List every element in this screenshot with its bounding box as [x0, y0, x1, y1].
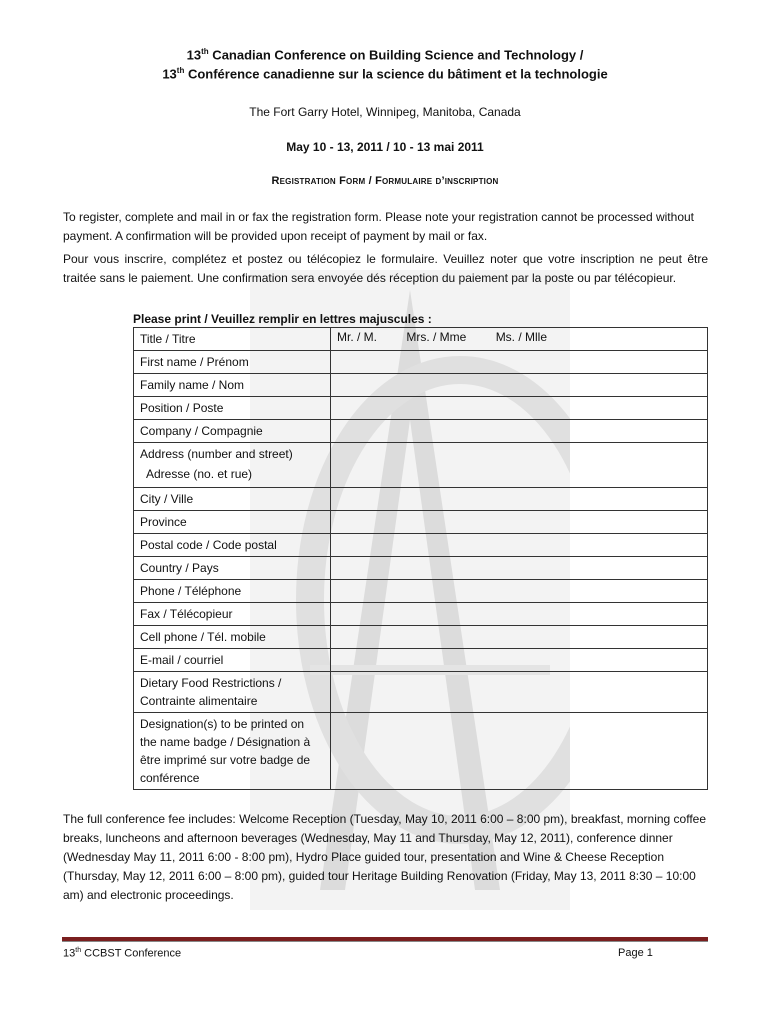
email-field[interactable]: [331, 649, 708, 672]
conference-title-fr: [0, 66, 770, 81]
family-name-field[interactable]: [331, 374, 708, 397]
table-row: [134, 672, 708, 713]
title-fr-text: Conférence canadienne sur la science du bâtiment et la technologie: [184, 66, 608, 82]
page-number: Page 1: [618, 947, 653, 959]
title-en-superscript: th: [201, 47, 209, 56]
title-fr-superscript: th: [176, 66, 185, 75]
badge-designation-field[interactable]: [331, 713, 708, 790]
table-row: [134, 511, 708, 534]
title-options: [331, 328, 708, 351]
registration-table: [133, 327, 708, 790]
province-field[interactable]: [331, 511, 708, 534]
field-label: Title / Titre: [134, 328, 331, 351]
address-label-fr: Adresse (no. et rue): [146, 467, 253, 481]
title-en-text: Canadian Conference on Building Science and Technology /: [208, 47, 584, 63]
table-row: [134, 713, 708, 790]
footer-conference-name: [63, 947, 181, 960]
conference-dates: May 10 - 13, 2011 / 10 - 13 mai 2011: [286, 140, 484, 154]
postal-code-field[interactable]: [331, 534, 708, 557]
field-label-email: E-mail / courriel: [134, 649, 331, 672]
table-row: [134, 603, 708, 626]
fax-field[interactable]: [331, 603, 708, 626]
table-row: [134, 420, 708, 443]
footer-text: CCBST Conference: [81, 947, 182, 960]
print-instruction: Please print / Veuillez remplir en lettres majuscules :: [133, 312, 432, 326]
field-label-country: Country / Pays: [134, 557, 331, 580]
address-field[interactable]: [331, 443, 708, 488]
address-label-en: Address (number and street): [140, 447, 293, 461]
cell-phone-field[interactable]: [331, 626, 708, 649]
form-title: Registration Form / Formulaire d’inscription: [271, 175, 499, 187]
field-label-badge-designation: Designation(s) to be printed on the name badge / Désignation à être imprimé sur votre badge de conférence: [134, 713, 331, 790]
table-row-title: [134, 328, 708, 351]
intro-en: To register, complete and mail in or fax the registration form. Please note your registration cannot be processed without payment. A confirmation will be provided upon receipt of payment by mail or fax.: [63, 210, 694, 243]
field-label-cell-phone: Cell phone / Tél. mobile: [134, 626, 331, 649]
field-label-fax: Fax / Télécopieur: [134, 603, 331, 626]
phone-field[interactable]: [331, 580, 708, 603]
footer-number: 13: [63, 947, 76, 960]
table-row: [134, 649, 708, 672]
field-label-first-name: First name / Prénom: [134, 351, 331, 374]
field-label-phone: Phone / Téléphone: [134, 580, 331, 603]
intro-fr: Pour vous inscrire, complétez et postez ou télécopiez le formulaire. Veuillez noter que votre inscription ne peut être traitée sans le paiement. Une confirmation sera envoyée dés réception du paiement par la poste ou par télécopieur.: [63, 252, 708, 285]
company-field[interactable]: [331, 420, 708, 443]
table-row: [134, 374, 708, 397]
venue: The Fort Garry Hotel, Winnipeg, Manitoba, Canada: [249, 105, 521, 119]
table-row: [134, 443, 708, 488]
conference-fee-description: The full conference fee includes: Welcome Reception (Tuesday, May 10, 2011 6:00 – 8:00 pm), breakfast, morning coffee breaks, luncheons and afternoon beverages (Wednesday, May 11 and Thursday, May 12, 2011), conference dinner (Wednesday May 11, 2011 6:00 - 8:00 pm), Hydro Place guided tour, presentation and Wine & Cheese Reception (Thursday, May 12, 2011 6:00 – 8:00 pm), guided tour Heritage Building Renovation (Friday, May 13, 2011 8:30 – 10:00 am) and electronic proceedings.: [63, 812, 707, 902]
city-field[interactable]: [331, 488, 708, 511]
field-label-city: City / Ville: [134, 488, 331, 511]
country-field[interactable]: [331, 557, 708, 580]
position-field[interactable]: [331, 397, 708, 420]
title-option-ms[interactable]: Ms. / Mlle: [495, 330, 548, 344]
table-row: [134, 488, 708, 511]
field-label-company: Company / Compagnie: [134, 420, 331, 443]
field-label-province: Province: [134, 511, 331, 534]
footer-superscript: th: [75, 947, 82, 954]
title-en-number: 13: [186, 47, 202, 63]
field-label-postal-code: Postal code / Code postal: [134, 534, 331, 557]
title-fr-number: 13: [162, 66, 177, 82]
field-label-address: [134, 443, 331, 488]
first-name-field[interactable]: [331, 351, 708, 374]
field-label-position: Position / Poste: [134, 397, 331, 420]
conference-title-en: [0, 47, 770, 62]
footer-rule-thin: [62, 941, 708, 942]
title-option-mrs[interactable]: Mrs. / Mme: [406, 330, 467, 344]
table-row: [134, 351, 708, 374]
table-row: [134, 534, 708, 557]
table-row: [134, 626, 708, 649]
table-row: [134, 557, 708, 580]
field-label-dietary: Dietary Food Restrictions / Contrainte alimentaire: [134, 672, 331, 713]
dietary-field[interactable]: [331, 672, 708, 713]
title-option-mr[interactable]: Mr. / M.: [337, 330, 377, 344]
table-row: [134, 580, 708, 603]
field-label-family-name: Family name / Nom: [134, 374, 331, 397]
table-row: [134, 397, 708, 420]
